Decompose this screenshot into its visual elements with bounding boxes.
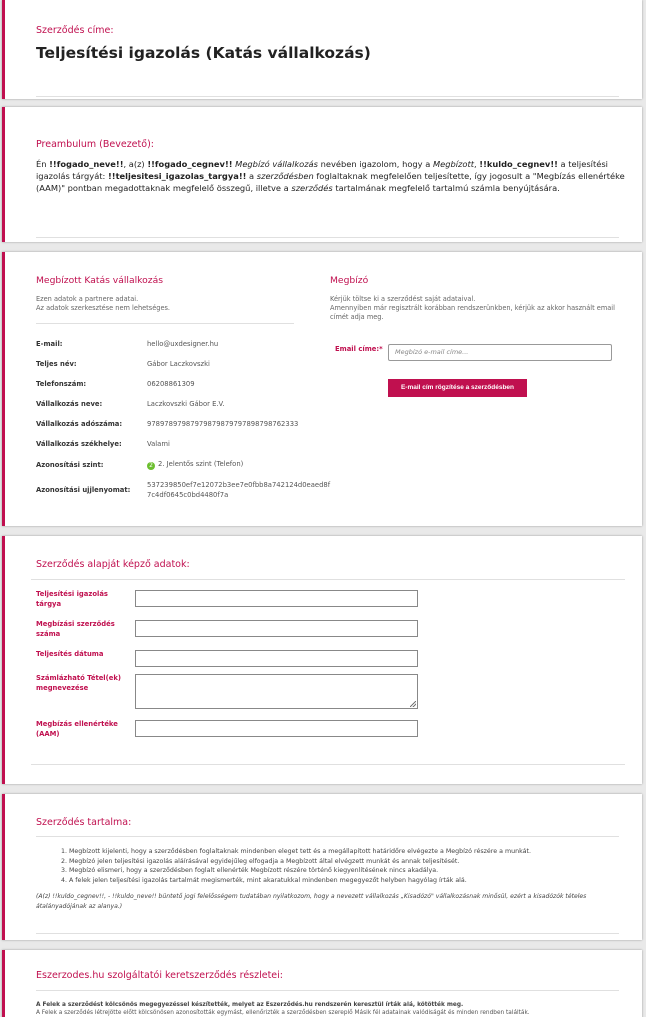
client-email-label: Email címe:*	[335, 345, 383, 353]
divider	[31, 764, 625, 765]
contract-title: Teljesítési igazolás (Katás vállalkozás)	[36, 44, 371, 62]
var-teljesitesi-igazolas-targya: !!teljesitesi_igazolas_targya!!	[108, 170, 247, 181]
framework-line-1: A Felek a szerződést kölcsönös megegyezéssel készítették, melyet az Eszerződés.hu rendszerén keresztül írták alá, kötötték meg.	[36, 1002, 464, 1008]
list-item: 2. Megbízó jelen teljesítési igazolás aláírásával egyidejűleg elfogadja a Megbízott által elvégzett munkát és annak teljesítését.	[69, 857, 619, 867]
preamble-label: Preambulum (Bevezető):	[36, 139, 154, 150]
var-fogado-neve: !!fogado_neve!!	[49, 159, 124, 169]
contractor-name-value: Gábor Laczkovszki	[147, 360, 210, 368]
contractor-idlevel-value: 2 2. Jelentős szint (Telefon)	[147, 460, 243, 470]
list-item: 1. Megbízott kijelenti, hogy a szerződésben foglaltaknak mindenben eleget tett és a megállapított határidőre elvégezte a Megbízó részére a munkát.	[69, 847, 619, 857]
framework-title: Eszerzodes.hu szolgáltatói keretszerződés részletei:	[36, 970, 283, 981]
contractor-company-label: Vállalkozás neve:	[36, 400, 103, 408]
contractor-note: Ezen adatok a partnere adatai. Az adatok szerkesztése nem lehetséges.	[36, 295, 171, 312]
divider	[36, 323, 294, 324]
level-check-icon: 2	[147, 462, 155, 470]
divider	[36, 933, 619, 934]
content-title: Szerződés tartalma:	[36, 817, 132, 828]
contractor-seat-value: Valami	[147, 440, 170, 448]
field-items-label: Számlázható Tétel(ek) megnevezése	[36, 674, 121, 692]
field-items-textarea[interactable]	[135, 674, 418, 709]
field-contract-number-label: Megbízási szerződés száma	[36, 620, 115, 638]
client-title: Megbízó	[330, 275, 369, 286]
client-note: Kérjük töltse ki a szerződést saját adataival. Amennyiben már regisztrált korábban rendszerünkben, kérjük az akkor használt email címét adja meg.	[330, 295, 615, 321]
field-completion-date-label: Teljesítés dátuma	[36, 650, 104, 658]
content-note: (A(z) !!kuldo_cegnev!!, - !!kuldo_neve!! büntető jogi felelősségem tudatában nyilatkozom, hogy a nevezett vállalkozás „Kisadózó" vállalkozásnak minősül, ezért a kisadózók tételes átalányadójának az alanya.)	[36, 893, 587, 910]
contractor-taxid-value: 97897897987979879879797898798762333	[147, 420, 299, 428]
field-subject-label: Teljesítési igazolás tárgya	[36, 590, 108, 608]
list-item: 4. A felek jelen teljesítési igazolás tartalmát megismerték, mint akaratukkal mindenben megegyezőt helyben hagyólag írták alá.	[69, 876, 619, 886]
contractor-taxid-label: Vállalkozás adószáma:	[36, 420, 123, 428]
field-completion-date-input[interactable]	[135, 650, 418, 667]
field-subject-input[interactable]	[135, 590, 418, 607]
var-fogado-cegnev: !!fogado_cegnev!!	[147, 159, 233, 169]
parties-card	[2, 252, 642, 526]
preamble-text: Én !!fogado_neve!!, a(z) !!fogado_cegnev!! Megbízó vállalkozás nevében igazolom, hogy a Megbízott, !!kuldo_cegnev!! a teljesítési igazolás tárgyát: !!teljesitesi_igazolas_targya!! a szerződésben foglaltaknak megfelelően teljesítette, így jogosult a "Megbízás ellenértéke (AAM)" pontban megadottaknak megfelelő összegű, illetve a szerződés tartalmának megfelelő tartalmú számla benyújtására.	[36, 159, 625, 193]
framework-line-2: A Felek a szerződés létrejötte előtt kölcsönösen azonosították egymást, ellenőrizték a szerződésben szereplő Másik fél adatainak valódiságát és minden rendben találták.	[36, 1010, 530, 1016]
contract-title-label: Szerződés címe:	[36, 25, 114, 36]
field-contract-number-input[interactable]	[135, 620, 418, 637]
contractor-email-value: hello@uxdesigner.hu	[147, 340, 219, 348]
divider	[36, 990, 619, 991]
basis-card	[2, 536, 642, 784]
resize-grip-icon[interactable]	[410, 701, 416, 707]
list-item: 3. Megbízó elismeri, hogy a szerződésben foglalt ellenérték Megbízott részére történő kiegyenlítésének nincs akadálya.	[69, 866, 619, 876]
divider	[36, 836, 619, 837]
contractor-name-label: Teljes név:	[36, 360, 77, 368]
contractor-fingerprint-value: 537239850ef7e12072b3ee7e0fbb8a742124d0eaed8f 7c4df0645c0bd4480f7a	[147, 481, 331, 499]
contractor-title: Megbízott Katás vállalkozás	[36, 275, 164, 286]
contractor-email-label: E-mail:	[36, 340, 63, 348]
client-email-input[interactable]: Megbízó e-mail címe...	[388, 344, 612, 361]
contract-title-card	[2, 0, 642, 99]
field-fee-label: Megbízás ellenértéke (AAM)	[36, 720, 118, 738]
preamble-card	[2, 107, 642, 242]
field-fee-input[interactable]	[135, 720, 418, 737]
var-kuldo-cegnev: !!kuldo_cegnev!!	[479, 159, 558, 169]
contractor-company-value: Laczkovszki Gábor E.V.	[147, 400, 225, 408]
divider	[36, 237, 619, 238]
basis-title: Szerződés alapját képző adatok:	[36, 559, 190, 570]
contractor-idlevel-label: Azonosítási szint:	[36, 461, 104, 469]
contractor-fingerprint-label: Azonosítási ujjlenyomat:	[36, 486, 131, 494]
content-list	[59, 847, 619, 885]
divider	[31, 579, 625, 580]
divider	[36, 96, 619, 97]
contractor-seat-label: Vállalkozás székhelye:	[36, 440, 122, 448]
save-email-button[interactable]: E-mail cím rögzítése a szerződésben	[388, 379, 527, 397]
contractor-phone-label: Telefonszám:	[36, 380, 87, 388]
framework-card	[2, 950, 642, 1017]
contractor-phone-value: 06208861309	[147, 380, 195, 388]
content-card	[2, 794, 642, 940]
